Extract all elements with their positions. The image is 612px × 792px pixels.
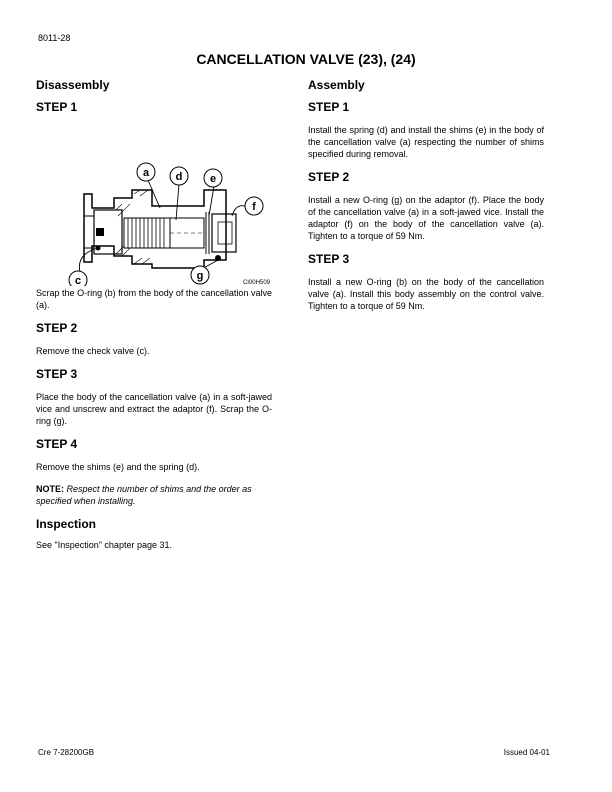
svg-text:c: c [74,275,82,286]
callout-e [204,169,222,187]
page-title: CANCELLATION VALVE (23), (24) [196,51,416,67]
page-number: 8011-28 [38,33,71,43]
svg-text:e: e [209,173,217,185]
note-label: NOTE: [36,484,64,494]
disassembly-note [36,483,272,507]
right-column [308,78,544,322]
callout-g [191,266,209,284]
callout-a [137,163,155,181]
callout-f [245,197,263,215]
footer-left: Cre 7-28200GB [38,748,95,757]
callout-d [170,167,188,185]
assembly-step-3-label: STEP 3 [308,252,350,266]
valve-drawing [36,124,272,286]
disassembly-step-3-label: STEP 3 [36,367,78,381]
disassembly-heading: Disassembly [36,78,110,92]
disassembly-step-4-label: STEP 4 [36,437,78,451]
cancellation-valve-figure [36,124,272,286]
svg-text:d: d [175,171,183,183]
inspection-text: See "Inspection" chapter page 31. [36,540,172,550]
figure-id: CI00H509 [242,280,270,286]
assembly-step-3-text: Install a new O-ring (b) on the body of the cancellation valve (a). Install this body assembly on the control valve. Tighten to a torque of 59 Nm. [308,277,544,311]
assembly-step-1-text: Install the spring (d) and install the shims (e) in the body of the cancellation valve (a) respecting the number of shims specified during removal. [308,125,544,159]
shims [206,212,209,254]
check-valve-ball [96,228,104,236]
disassembly-step-1-label: STEP 1 [36,100,78,114]
disassembly-step-3-text: Place the body of the cancellation valve (a) in a soft-jawed vice and unscrew and extract the adaptor (f). Scrap the O-ring (g). [36,392,272,426]
valve-body-outline [84,190,226,268]
assembly-step-2-label: STEP 2 [308,170,350,184]
assembly-step-2-text: Install a new O-ring (g) on the adaptor (f). Place the body of the cancellation valve (a) in a soft-jawed vice. Install the adaptor (f) on the body of the cancellation valve (a). Tighten to a torque of 59 Nm. [308,195,544,241]
note-text: Respect the number of shims and the order as specified when installing. [36,484,252,506]
assembly-heading: Assembly [308,78,365,92]
disassembly-step-4-text: Remove the shims (e) and the spring (d). [36,462,200,472]
inspection-heading: Inspection [36,517,97,531]
footer-right: Issued 04-01 [503,748,550,757]
left-column [36,78,272,561]
disassembly-step-1-text: Scrap the O-ring (b) from the body of the cancellation valve (a). [36,288,272,310]
section-hatching-left [116,190,150,264]
svg-text:g: g [196,270,204,282]
assembly-step-1-label: STEP 1 [308,100,350,114]
disassembly-step-2-text: Remove the check valve (c). [36,346,150,356]
spring [124,218,170,248]
svg-text:a: a [142,167,150,179]
callout-c [69,271,87,286]
disassembly-step-2-label: STEP 2 [36,321,78,335]
svg-text:f: f [252,201,256,213]
